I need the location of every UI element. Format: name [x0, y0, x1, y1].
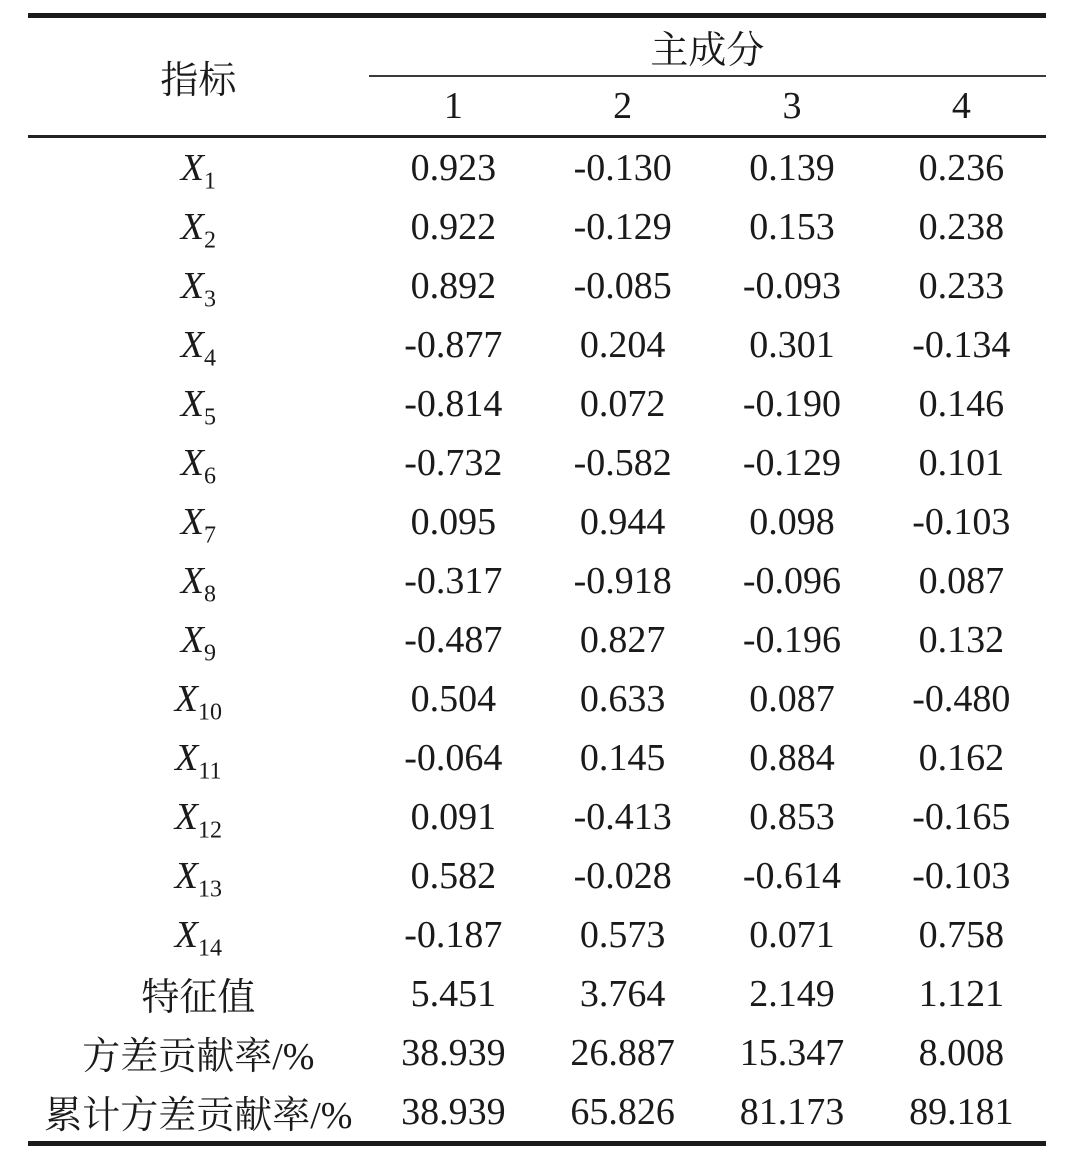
table-body — [28, 137, 1046, 1144]
table-row — [28, 787, 1046, 846]
principal-component-group-header: 主成分 — [369, 16, 1046, 77]
value-cell: -0.085 — [573, 264, 672, 307]
table-row — [28, 728, 1046, 787]
value-cell: 0.827 — [579, 618, 666, 661]
value-cell: -0.096 — [742, 559, 842, 602]
value-cell: 0.139 — [749, 146, 835, 189]
row-label: 方差贡献率/% — [82, 1036, 315, 1078]
row-label: $X_5$ — [180, 382, 216, 431]
value-cell: 38.939 — [401, 1031, 506, 1074]
value-cell: 3.764 — [579, 972, 666, 1015]
value-cell: 81.173 — [739, 1090, 845, 1133]
value-cell: 0.923 — [410, 146, 497, 189]
row-label: $X_{13}$ — [174, 854, 222, 903]
table-row — [28, 256, 1046, 315]
value-cell: -0.129 — [742, 441, 842, 484]
row-label: 特征值 — [141, 977, 256, 1019]
pca-loadings-table — [28, 13, 1046, 1146]
table-row — [28, 315, 1046, 374]
value-cell: -0.196 — [742, 618, 842, 661]
row-label: $X_9$ — [180, 618, 216, 667]
row-label: $X_{14}$ — [174, 913, 222, 962]
value-cell: 0.146 — [918, 382, 1005, 425]
table-row — [28, 669, 1046, 728]
table-header — [28, 16, 1046, 137]
value-cell: 0.162 — [918, 736, 1005, 779]
value-cell: 0.087 — [918, 559, 1005, 602]
value-cell: 0.145 — [579, 736, 666, 779]
value-cell: -0.103 — [912, 500, 1011, 543]
component-col-header: 2 — [613, 85, 633, 127]
table-row — [28, 610, 1046, 669]
table-row — [28, 433, 1046, 492]
value-cell: -0.317 — [404, 559, 503, 602]
row-label: $X_1$ — [180, 146, 216, 195]
value-cell: 0.504 — [410, 677, 497, 720]
row-label: $X_4$ — [180, 323, 216, 372]
value-cell: -0.480 — [912, 677, 1011, 720]
value-cell: -0.732 — [404, 441, 503, 484]
value-cell: 38.939 — [401, 1090, 506, 1133]
component-col-header: 1 — [443, 85, 463, 127]
row-label: 累计方差贡献率/% — [44, 1095, 353, 1137]
value-cell: -0.093 — [742, 264, 842, 307]
value-cell: 0.098 — [749, 500, 835, 543]
table-row — [28, 1023, 1046, 1082]
table-row — [28, 374, 1046, 433]
value-cell: 89.181 — [909, 1090, 1014, 1133]
table-row — [28, 492, 1046, 551]
value-cell: -0.614 — [742, 854, 842, 897]
value-cell: -0.582 — [573, 441, 672, 484]
indicator-column-header: 指标 — [160, 60, 237, 102]
value-cell: 15.347 — [739, 1031, 845, 1074]
table-row — [28, 1082, 1046, 1144]
value-cell: 0.853 — [749, 795, 835, 838]
value-cell: 0.233 — [918, 264, 1005, 307]
value-cell: -0.103 — [912, 854, 1011, 897]
value-cell: -0.877 — [404, 323, 503, 366]
row-label: $X_3$ — [180, 264, 216, 313]
value-cell: 0.236 — [918, 146, 1005, 189]
value-cell: 0.884 — [749, 736, 835, 779]
value-cell: 0.153 — [749, 205, 835, 248]
value-cell: 26.887 — [570, 1031, 675, 1074]
value-cell: 2.149 — [749, 972, 835, 1015]
value-cell: 0.071 — [749, 913, 835, 956]
row-label: $X_2$ — [180, 205, 216, 254]
value-cell: -0.918 — [573, 559, 672, 602]
row-label: $X_{12}$ — [174, 795, 222, 844]
table-row — [28, 846, 1046, 905]
value-cell: 0.944 — [579, 500, 666, 543]
value-cell: 0.095 — [410, 500, 497, 543]
value-cell: -0.130 — [573, 146, 672, 189]
value-cell: -0.190 — [742, 382, 842, 425]
value-cell: 0.132 — [918, 618, 1005, 661]
table-row — [28, 551, 1046, 610]
value-cell: 0.573 — [579, 913, 666, 956]
row-label: $X_8$ — [180, 559, 216, 608]
value-cell: 0.101 — [918, 441, 1005, 484]
value-cell: 8.008 — [918, 1031, 1005, 1074]
value-cell: 0.892 — [410, 264, 497, 307]
row-label: $X_6$ — [180, 441, 216, 490]
value-cell: 0.091 — [410, 795, 497, 838]
value-cell: -0.129 — [573, 205, 672, 248]
value-cell: -0.487 — [404, 618, 503, 661]
value-cell: -0.165 — [912, 795, 1011, 838]
value-cell: -0.187 — [404, 913, 503, 956]
value-cell: -0.064 — [404, 736, 503, 779]
value-cell: 5.451 — [410, 972, 497, 1015]
value-cell: -0.814 — [404, 382, 503, 425]
value-cell: 65.826 — [570, 1090, 675, 1133]
value-cell: 0.582 — [410, 854, 497, 897]
value-cell: 0.922 — [410, 205, 497, 248]
value-cell: 0.072 — [579, 382, 666, 425]
table-row — [28, 137, 1046, 198]
value-cell: -0.028 — [573, 854, 672, 897]
value-cell: 0.633 — [579, 677, 666, 720]
value-cell: 1.121 — [918, 972, 1005, 1015]
header-group-row — [28, 16, 1046, 77]
table-row — [28, 964, 1046, 1023]
row-label: $X_{10}$ — [174, 677, 222, 726]
value-cell: -0.134 — [912, 323, 1011, 366]
component-col-header: 3 — [782, 85, 802, 127]
row-label: $X_7$ — [180, 500, 216, 549]
value-cell: 0.238 — [918, 205, 1005, 248]
component-col-header: 4 — [951, 85, 971, 127]
value-cell: 0.087 — [749, 677, 835, 720]
value-cell: 0.204 — [579, 323, 666, 366]
row-label: $X_{11}$ — [175, 736, 222, 785]
table-row — [28, 197, 1046, 256]
value-cell: 0.301 — [749, 323, 835, 366]
value-cell: -0.413 — [573, 795, 672, 838]
value-cell: 0.758 — [918, 913, 1005, 956]
table-row — [28, 905, 1046, 964]
